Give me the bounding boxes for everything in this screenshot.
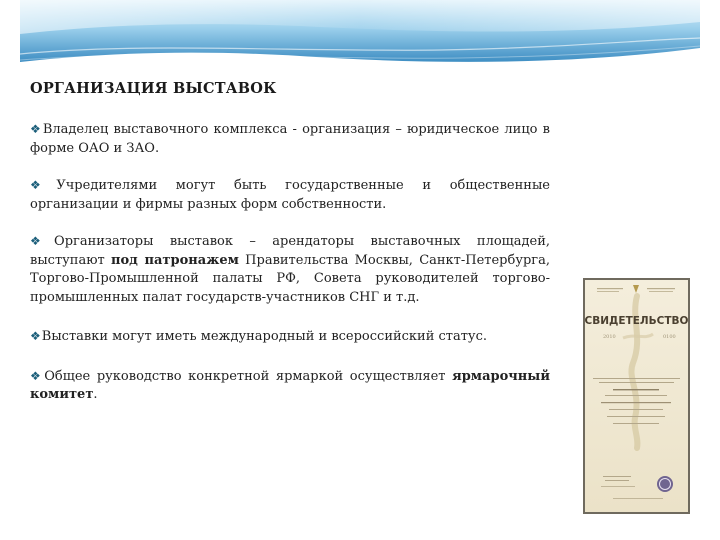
diamond-bullet-icon: ❖: [30, 368, 44, 383]
diamond-bullet-icon: ❖: [30, 122, 42, 136]
slide-title: ОРГАНИЗАЦИЯ ВЫСТАВОК: [30, 80, 277, 97]
bullet-text: Выставки могут иметь международный и всероссийский статус.: [41, 329, 487, 344]
certificate-image: [583, 278, 690, 514]
bullet-text: Правительства Москвы, Санкт-Петербурга, Торгово-Промышленной палаты РФ, Совета руководителей торгово-промышленных палат государств-участников СНГ и т.д.: [30, 252, 550, 305]
bullet-text: Владелец выставочного комплекса - организация – юридическое лицо в форме ОАО и ЗАО.: [30, 122, 550, 156]
bullet-text: Учредителями могут быть государственные и общественные организации и фирмы разных форм собственности.: [30, 178, 550, 212]
bullet-item-founders: [30, 176, 550, 214]
diamond-bullet-icon: ❖: [30, 329, 41, 343]
bullet-text: .: [93, 387, 98, 402]
certificate-heading: СВИДЕТЕЛЬСТВО: [584, 315, 689, 327]
bullet-item-owner: [30, 120, 550, 158]
header-wave-decoration: [0, 0, 720, 70]
bullet-text: Организаторы выставок – арендаторы выставочных площадей, выступают: [30, 234, 550, 268]
diamond-bullet-icon: ❖: [30, 234, 54, 248]
bullet-emphasis: под патронажем: [110, 252, 239, 268]
bullet-text: Общее руководство конкретной ярмаркой осуществляет: [44, 368, 453, 384]
bullet-item-organizers: [30, 232, 550, 307]
bullet-item-status: [30, 327, 550, 347]
bullet-list: [30, 120, 550, 423]
svg-text:2010: 2010: [603, 334, 616, 340]
svg-text:0100: 0100: [663, 334, 676, 340]
bullet-emphasis: ярмарочный комитет: [30, 368, 550, 402]
bullet-item-committee: [30, 367, 550, 405]
diamond-bullet-icon: ❖: [30, 178, 56, 192]
